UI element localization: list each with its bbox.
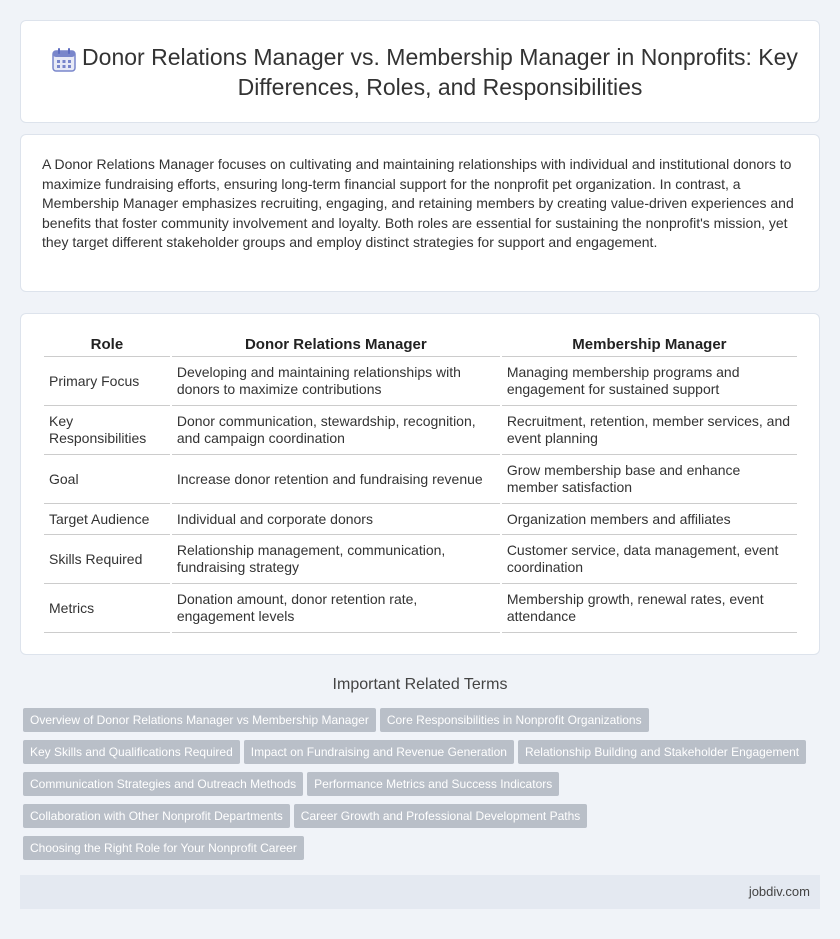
related-terms-tags (23, 708, 823, 868)
footer (20, 875, 820, 909)
header-card (20, 20, 820, 123)
row-label: Metrics (44, 584, 170, 633)
table-row (44, 584, 797, 633)
table-cell: Grow membership base and enhance member satisfaction (502, 455, 797, 504)
row-label: Target Audience (44, 504, 170, 535)
table-cell: Customer service, data management, event coordination (502, 535, 797, 584)
related-terms-title: Important Related Terms (332, 676, 508, 693)
table-cell: Relationship management, communication, fundraising strategy (172, 535, 500, 584)
row-label: Skills Required (44, 535, 170, 584)
related-term-tag[interactable]: Career Growth and Professional Development Paths (294, 804, 587, 828)
intro-text: A Donor Relations Manager focuses on cultivating and maintaining relationships with individual and institutional donors to maximize fundraising efforts, ensuring long-term financial support for the nonprofit pet organization. In contrast, a Membership Manager emphasizes recruiting, engaging, and retaining members by creating value-driven experiences and benefits that foster community involvement and loyalty. Both roles are essential for sustaining the nonprofit's mission, yet they target different stakeholder groups and employ distinct strategies for support and engagement. (42, 156, 794, 250)
related-term-tag[interactable]: Relationship Building and Stakeholder Engagement (518, 740, 806, 764)
comparison-table-card (20, 313, 820, 655)
related-term-tag[interactable]: Core Responsibilities in Nonprofit Organizations (380, 708, 649, 732)
related-term-tag[interactable]: Choosing the Right Role for Your Nonprofit Career (23, 836, 304, 860)
related-term-tag[interactable]: Key Skills and Qualifications Required (23, 740, 240, 764)
table-cell: Donation amount, donor retention rate, engagement levels (172, 584, 500, 633)
table-cell: Organization members and affiliates (502, 504, 797, 535)
table-cell: Developing and maintaining relationships with donors to maximize contributions (172, 357, 500, 406)
column-header: Membership Manager (502, 335, 797, 357)
table-cell: Donor communication, stewardship, recognition, and campaign coordination (172, 406, 500, 455)
comparison-table (42, 335, 799, 633)
table-row (44, 406, 797, 455)
page-title: Donor Relations Manager vs. Membership Manager in Nonprofits: Key Differences, Roles, and Responsibilities (82, 43, 798, 100)
column-header: Donor Relations Manager (172, 335, 500, 357)
row-label: Key Responsibilities (44, 406, 170, 455)
row-label: Primary Focus (44, 357, 170, 406)
table-cell: Recruitment, retention, member services, and event planning (502, 406, 797, 455)
table-row (44, 357, 797, 406)
related-term-tag[interactable]: Communication Strategies and Outreach Methods (23, 772, 303, 796)
footer-site-link[interactable]: jobdiv.com (748, 884, 810, 899)
intro-card (20, 134, 820, 292)
table-row (44, 455, 797, 504)
table-cell: Individual and corporate donors (172, 504, 500, 535)
table-cell: Increase donor retention and fundraising revenue (172, 455, 500, 504)
row-label: Goal (44, 455, 170, 504)
table-cell: Managing membership programs and engagement for sustained support (502, 357, 797, 406)
table-cell: Membership growth, renewal rates, event attendance (502, 584, 797, 633)
related-term-tag[interactable]: Overview of Donor Relations Manager vs Membership Manager (23, 708, 376, 732)
related-term-tag[interactable]: Impact on Fundraising and Revenue Generation (244, 740, 514, 764)
related-term-tag[interactable]: Collaboration with Other Nonprofit Departments (23, 804, 290, 828)
column-header: Role (44, 335, 170, 357)
table-row (44, 504, 797, 535)
related-term-tag[interactable]: Performance Metrics and Success Indicators (307, 772, 559, 796)
table-row (44, 535, 797, 584)
